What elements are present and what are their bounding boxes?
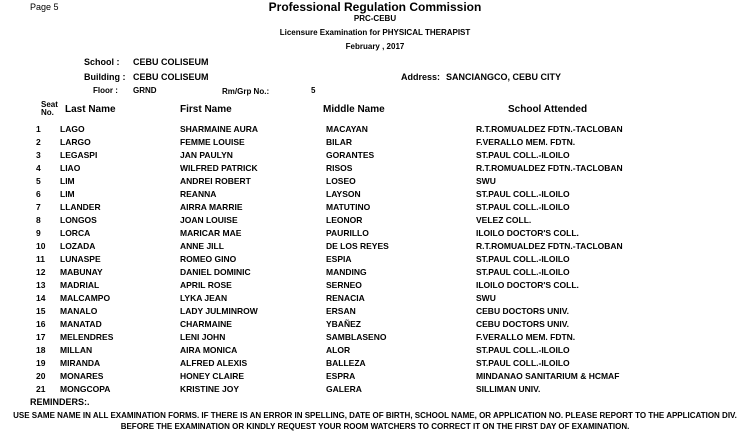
middle-cell: MATUTINO — [326, 201, 371, 212]
last-cell: LONGOS — [60, 214, 97, 225]
last-cell: LIM — [60, 188, 75, 199]
seat-cell: 16 — [36, 318, 46, 329]
last-cell: LLANDER — [60, 201, 101, 212]
table-row — [36, 382, 716, 395]
building-value: CEBU COLISEUM — [133, 72, 209, 82]
first-cell: KRISTINE JOY — [180, 383, 240, 394]
middle-cell: MANDING — [326, 266, 367, 277]
last-cell: LUNASPE — [60, 253, 101, 264]
table-row — [36, 291, 716, 304]
last-cell: MELENDRES — [60, 331, 114, 342]
seat-cell: 21 — [36, 383, 46, 394]
last-cell: MABUNAY — [60, 266, 103, 277]
middle-cell: RENACIA — [326, 292, 365, 303]
seat-cell: 7 — [36, 201, 41, 212]
last-cell: LEGASPI — [60, 149, 98, 160]
table-row — [36, 304, 716, 317]
table-row — [36, 135, 716, 148]
building-label: Building : — [84, 72, 126, 82]
first-cell: DANIEL DOMINIC — [180, 266, 251, 277]
school-cell: ST.PAUL COLL.-ILOILO — [476, 344, 570, 355]
seat-cell: 3 — [36, 149, 41, 160]
school-cell: MINDANAO SANITARIUM & HCMAF — [476, 370, 620, 381]
table-row — [36, 317, 716, 330]
first-cell: ALFRED ALEXIS — [180, 357, 248, 368]
middle-cell: ALOR — [326, 344, 351, 355]
last-cell: MILLAN — [60, 344, 93, 355]
table-row — [36, 369, 716, 382]
first-cell: REANNA — [180, 188, 217, 199]
school-cell: ST.PAUL COLL.-ILOILO — [476, 357, 570, 368]
seat-cell: 17 — [36, 331, 46, 342]
middle-cell: GALERA — [326, 383, 362, 394]
first-cell: LADY JULMINROW — [180, 305, 258, 316]
room-label: Rm/Grp No.: — [222, 87, 270, 96]
floor-value: GRND — [133, 86, 157, 95]
first-cell: FEMME LOUISE — [180, 136, 245, 147]
first-cell: WILFRED PATRICK — [180, 162, 258, 173]
first-cell: AIRA MONICA — [180, 344, 238, 355]
table-row — [36, 330, 716, 343]
address-label: Address: — [401, 72, 441, 82]
exam-name: Licensure Examination for PHYSICAL THERAPIST — [279, 28, 471, 37]
seat-header-line1: Seat — [41, 100, 58, 109]
seat-header-line2: No. — [41, 108, 54, 117]
last-cell: MONGCOPA — [60, 383, 111, 394]
middle-cell: YBAÑEZ — [326, 318, 361, 329]
first-cell: ANNE JILL — [180, 240, 224, 251]
last-cell: MANATAD — [60, 318, 102, 329]
table-row — [36, 187, 716, 200]
seat-cell: 13 — [36, 279, 46, 290]
last-cell: LOZADA — [60, 240, 96, 251]
middle-cell: ESPIA — [326, 253, 352, 264]
last-cell: MALCAMPO — [60, 292, 111, 303]
table-row — [36, 174, 716, 187]
reminders-label: REMINDERS:. — [30, 397, 90, 407]
last-cell: LORCA — [60, 227, 91, 238]
seat-cell: 15 — [36, 305, 46, 316]
examinee-table — [36, 122, 716, 395]
middle-cell: SERNEO — [326, 279, 362, 290]
seat-cell: 5 — [36, 175, 41, 186]
school-cell: SWU — [476, 292, 496, 303]
school-cell: R.T.ROMUALDEZ FDTN.-TACLOBAN — [476, 162, 623, 173]
school-cell: ST.PAUL COLL.-ILOILO — [476, 201, 570, 212]
school-cell: SWU — [476, 175, 496, 186]
last-cell: LIAO — [60, 162, 81, 173]
middle-cell: ESPRA — [326, 370, 356, 381]
seat-cell: 14 — [36, 292, 46, 303]
first-cell: APRIL ROSE — [180, 279, 232, 290]
seat-cell: 9 — [36, 227, 41, 238]
table-row — [36, 161, 716, 174]
middle-cell: LOSEO — [326, 175, 356, 186]
document-title: Professional Regulation Commission — [268, 0, 482, 14]
table-row — [36, 200, 716, 213]
school-cell: SILLIMAN UNIV. — [476, 383, 541, 394]
room-value: 5 — [311, 86, 316, 95]
first-cell: HONEY CLAIRE — [180, 370, 245, 381]
middle-cell: BILAR — [326, 136, 352, 147]
school-label: School : — [84, 57, 120, 67]
school-value: CEBU COLISEUM — [133, 57, 209, 67]
middle-cell: RISOS — [326, 162, 353, 173]
floor-label: Floor : — [93, 86, 118, 95]
school-cell: F.VERALLO MEM. FDTN. — [476, 136, 576, 147]
school-cell: ST.PAUL COLL.-ILOILO — [476, 266, 570, 277]
first-cell: LENI JOHN — [180, 331, 226, 342]
exam-date: February , 2017 — [345, 42, 405, 51]
table-row — [36, 265, 716, 278]
seat-cell: 6 — [36, 188, 41, 199]
school-column-header: School Attended — [508, 104, 588, 115]
school-cell: R.T.ROMUALDEZ FDTN.-TACLOBAN — [476, 240, 623, 251]
first-name-column-header: First Name — [180, 104, 232, 115]
table-row — [36, 343, 716, 356]
table-row — [36, 252, 716, 265]
seat-cell: 10 — [36, 240, 46, 251]
middle-cell: LAYSON — [326, 188, 361, 199]
seat-cell: 1 — [36, 123, 41, 134]
table-row — [36, 213, 716, 226]
seat-cell: 12 — [36, 266, 46, 277]
school-cell: VELEZ COLL. — [476, 214, 532, 225]
middle-cell: ERSAN — [326, 305, 356, 316]
table-row — [36, 278, 716, 291]
first-cell: CHARMAINE — [180, 318, 232, 329]
table-row — [36, 226, 716, 239]
school-cell: CEBU DOCTORS UNIV. — [476, 318, 570, 329]
middle-name-column-header: Middle Name — [323, 104, 385, 115]
examinee-table-body — [36, 122, 716, 395]
middle-cell: MACAYAN — [326, 123, 368, 134]
table-row — [36, 148, 716, 161]
school-cell: ST.PAUL COLL.-ILOILO — [476, 188, 570, 199]
seat-cell: 4 — [36, 162, 41, 173]
seat-cell: 18 — [36, 344, 46, 355]
school-cell: R.T.ROMUALDEZ FDTN.-TACLOBAN — [476, 123, 623, 134]
school-cell: ST.PAUL COLL.-ILOILO — [476, 253, 570, 264]
school-cell: F.VERALLO MEM. FDTN. — [476, 331, 576, 342]
last-cell: MADRIAL — [60, 279, 100, 290]
last-cell: MIRANDA — [60, 357, 101, 368]
seat-cell: 2 — [36, 136, 41, 147]
school-cell: ILOILO DOCTOR'S COLL. — [476, 279, 579, 290]
last-cell: MANALO — [60, 305, 98, 316]
last-cell: MONARES — [60, 370, 104, 381]
table-row — [36, 122, 716, 135]
first-cell: JAN PAULYN — [180, 149, 233, 160]
seat-cell: 19 — [36, 357, 46, 368]
middle-cell: LEONOR — [326, 214, 363, 225]
first-cell: SHARMAINE AURA — [180, 123, 259, 134]
last-name-column-header: Last Name — [65, 104, 116, 115]
first-cell: JOAN LOUISE — [180, 214, 238, 225]
middle-cell: DE LOS REYES — [326, 240, 389, 251]
seat-column-header — [41, 101, 58, 117]
table-row — [36, 239, 716, 252]
table-row — [36, 356, 716, 369]
first-cell: ROMEO GINO — [180, 253, 237, 264]
office-name: PRC-CEBU — [353, 14, 397, 23]
last-cell: LIM — [60, 175, 75, 186]
first-cell: ANDREI ROBERT — [180, 175, 251, 186]
middle-cell: GORANTES — [326, 149, 375, 160]
middle-cell: BALLEZA — [326, 357, 366, 368]
school-cell: ST.PAUL COLL.-ILOILO — [476, 149, 570, 160]
middle-cell: SAMBLASENO — [326, 331, 387, 342]
seat-cell: 8 — [36, 214, 41, 225]
school-cell: CEBU DOCTORS UNIV. — [476, 305, 570, 316]
first-cell: AIRRA MARRIE — [180, 201, 243, 212]
last-cell: LARGO — [60, 136, 91, 147]
seat-cell: 20 — [36, 370, 46, 381]
school-cell: ILOILO DOCTOR'S COLL. — [476, 227, 579, 238]
first-cell: MARICAR MAE — [180, 227, 242, 238]
page-number: Page 5 — [30, 2, 59, 12]
seat-cell: 11 — [36, 253, 45, 264]
address-value: SANCIANGCO, CEBU CITY — [446, 72, 562, 82]
middle-cell: PAURILLO — [326, 227, 369, 238]
first-cell: LYKA JEAN — [180, 292, 228, 303]
reminders-text: USE SAME NAME IN ALL EXAMINATION FORMS. IF THERE IS AN ERROR IN SPELLING, DATE OF BIRTH, SCHOOL NAME, OR APPLICATION NO. PLEASE REPORT TO THE APPLICATION DIV. BEFORE THE EXAMINATION OR KINDLY REQUEST YOUR ROOM WATCHERS TO CORRECT IT ON THE FIRST DAY OF EXAMINATION. — [13, 411, 737, 431]
last-cell: LAGO — [60, 123, 85, 134]
